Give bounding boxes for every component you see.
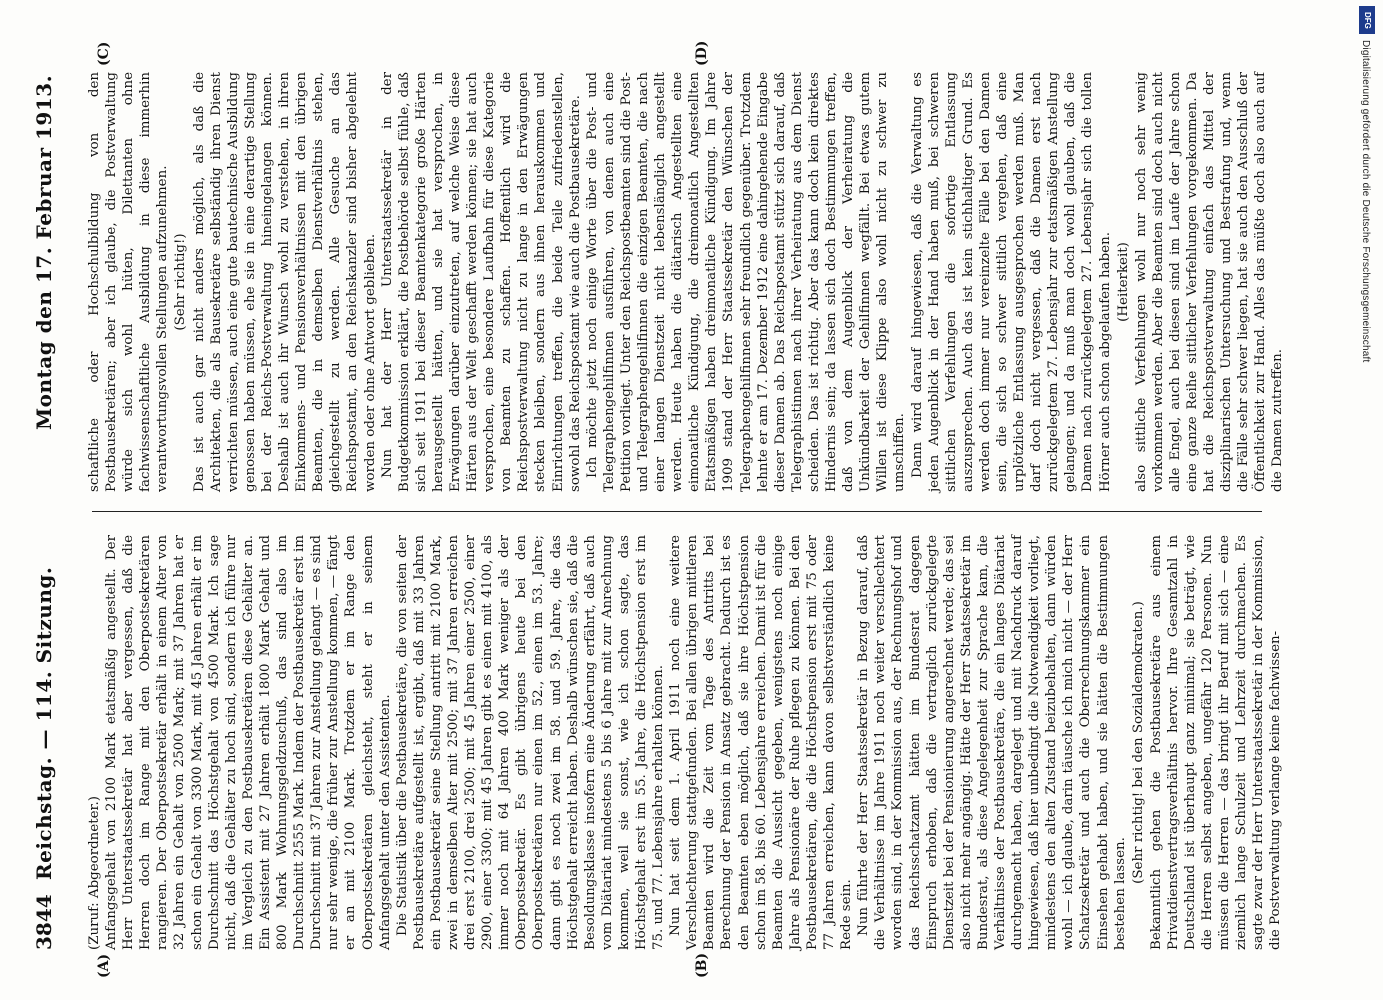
digitization-credit-strip [1353, 0, 1383, 1000]
paragraph: Die Statistik über die Postbausekretäre, die von seiten der Postbausekretäre aufgestellt ist, ergibt, daß mit 33 Jahren ein Postbausekretär seine Stellung antritt mit 2100 Mark, zwei in demselben Alter mit 2500; mit 37 Jahren erreichen drei erst 2100, drei 2500; mit 45 Jahren einer 2500, einer 2900, einer 3300; mit 45 Jahren gibt es einen mit 4100, als immer noch mit 64 Jahren 400 Mark weniger als der Oberpostsekretär. Es gibt übrigens heute bei den Oberpostsekretären nur einen im 52., einen im 53. Jahre; dann gibt es noch zwei im 58. und 59. Jahre, die das Höchstgehalt erreicht haben. Deshalb wünschen sie, daß die Besoldungsklasse insofern eine Änderung erfährt, daß auch vom Diätariat mindestens 5 bis 6 Jahre mit zur Anrechnung kommen, weil sie sonst, wie ich schon sagte, das Höchstgehalt erst im 55. Jahre, die Höchstpension erst im 75. und 77. Lebensjahre erhalten können. [394, 535, 667, 950]
paragraph: Ich möchte jetzt noch einige Worte über die Post- und Telegraphengehilfinnen ausführen, von denen auch eine Petition vorliegt. Unter den Reichspostbeamten sind die Post- und Telegraphengehilfinnen die einzigen Beamten, die nach einer langen Dienstzeit nicht lebenslänglich angestellt werden. Heute haben die diätarisch Angestellten eine eimonatliche Kündigung, die dreimonatlich Angestellten Etatsmäßigen haben dreimonatliche Kündigung. Im Jahre 1909 stand der Herr Staatssekretär den Wünschen der Telegraphengehilfinnen sehr freundlich gegenüber. Trotzdem lehnte er am 17. Dezember 1912 eine dahingehende Eingabe dieser Damen ab. Das Reichspostamt stützt sich darauf, daß Telegraphistinnen nach ihrer Verheiratung aus dem Dienst scheiden. Das ist richtig. Aber das kann doch kein direktes Hindernis sein; da lassen sich doch Bestimmungen treffen, daß von dem Augenblick der Verheiratung die Unkündbarkeit der Gehilfinnen wegfällt. Bei etwas gutem Willen ist diese Klippe also wohl nicht zu schwer zu umschiffen. [584, 72, 908, 492]
margin-mark-a: (A) [96, 953, 112, 978]
margin-mark-d: (D) [694, 40, 710, 66]
interjection: (Heiterkeit) [1115, 242, 1131, 322]
paragraph: Nun hat seit dem 1. April 1911 noch eine weitere Verschlechterung stattgefunden. Bei allen übrigen mittleren Beamten wird die Zeit vom Tage des Antritts bei Berechnung der Pension in Ansatz gebracht. Dadurch ist es den Beamten eben möglich, daß sie ihre Höchstpension schon im 58. bis 60. Lebensjahre erreichen. Damit ist für die Beamten die Aussicht gegeben, wenigstens noch einige Jahre als Pensionäre der Ruhe pflegen zu können. Bei den Postbausekretären, die die Höchstpension erst mit 75 oder 77 Jahren erreichen, kann davon selbstverständlich keine Rede sein. [668, 535, 855, 950]
column-divider [92, 511, 1262, 512]
right-text-column [86, 72, 1286, 492]
interjection: (Sehr richtig! bei den Sozialdemokraten.) [1130, 601, 1146, 884]
paragraph: (Zuruf: Abgeordneter.) [87, 796, 102, 950]
paragraph: Dann wird darauf hingewiesen, daß die Verwaltung es jeden Augenblick in der Hand haben muß, bei schweren sittlichen Verfehlungen die sofortige Entlassung auszusprechen. Auch das ist kein stichhaltiger Grund. Es werden doch immer nur vereinzelte Fälle bei den Damen sein, die sich so schwer sittlich vergehen, daß eine urplötzliche Entlassung ausgesprochen werden muß. Man darf doch nicht vergessen, daß die Damen erst nach zurückgelegtem 27. Lebensjahr zur etatsmäßigen Anstellung gelangen; und da muß man doch wohl glauben, daß die Damen nach zurückgelegtem 27. Lebensjahr sich die tollen Hörner auch schon abgelaufen haben. [909, 72, 1113, 492]
dfg-logo: DFG [1359, 6, 1375, 34]
left-text-column [86, 535, 1284, 950]
margin-mark-b: (B) [694, 952, 710, 978]
paragraph: Das ist auch gar nicht anders möglich, als daß die Architekten, die als Bausekretäre selbständig ihren Dienst verrichten müssen, auch eine gute bautechnische Ausbildung genossen haben müssen, ehe sie in eine derartige Stellung bei der Reichs-Postverwaltung hineingelangen können. Deshalb ist auch ihr Wunsch wohl zu verstehen, in ihren Einkommens- und Pensionsverhältnissen mit den übrigen Beamten, die in demselben Dienstverhältnis stehen, gleichgestellt zu werden. Alle Gesuche an das Reichspostamt, an den Reichskanzler sind bisher abgelehnt worden oder ohne Antwort geblieben. [191, 72, 378, 492]
paragraph: Bekanntlich gehen die Postbausekretäre aus einem Privatdienstvertragsverhältnis hervor. Ihre Gesamtzahl in Deutschland ist überhaupt ganz minimal; sie beträgt, wie die Herren selbst angeben, ungefähr 120 Personen. Nun müssen die Herren — das bringt ihr Beruf mit sich — eine ziemlich lange Schulzeit und Lehrzeit durchmachen. Es sagte zwar der Herr Unterstaatssekretär in der Kommission, die Postverwaltung verlange keine fachwissen- [1148, 535, 1284, 950]
interjection: (Sehr richtig!) [173, 233, 189, 331]
running-header [24, 50, 64, 950]
paragraph: Nun führte der Herr Staatssekretär in Bezug darauf, daß die Verhältnisse im Jahre 1911 noch weiter verschlechtert worden sind, in der Kommission aus, der Rechnungshof und das Reichsschatzamt hätten im Bundesrat dagegen Einspruch erhoben, daß die vertraglich zurückgelegte Dienstzeit bei der Pensionierung angerechnet werde; das sei also nicht mehr angängig. Hätte der Herr Staatssekretär im Bundesrat, als diese Angelegenheit zur Sprache kam, die Verhältnisse der Postbausekretäre, die ein langes Diätariat durchgemacht haben, dargelegt und mit Nachdruck darauf hingewiesen, daß hier unbedingt die Notwendigkeit vorliegt, mindestens den alten Zustand beizubehalten, dann würden wohl — ich glaube, darin täusche ich mich nicht — der Herr Schatzsekretär und auch die Oberrechnungskammer ein Einsehen gehabt haben, und sie hätten die Bestimmungen bestehen lassen. [856, 535, 1128, 950]
paragraph: also sittliche Verfehlungen wohl nur noch sehr wenig vorkommen werden. Aber die Beamten sind doch auch nicht alle Engel, auch bei diesen sind im Laufe der Jahre schon eine ganze Reihe sittlicher Verfehlungen vorgekommen. Da hat die Reichspostverwaltung einfach das Mittel der disziplinarischen Untersuchung und Bestrafung und, wenn die Fälle sehr schwer liegen, hat sie auch den Ausschluß der Öffentlichkeit zur Hand. Alles das müßte doch also auch auf die Damen zutreffen. [1133, 72, 1286, 492]
page-number: 3844 [32, 894, 56, 950]
margin-mark-c: (C) [96, 41, 112, 66]
left-running-title: Reichstag. — 114. Sitzung. [32, 566, 56, 880]
paragraph: Nun hat der Herr Unterstaatssekretär in der Budgetkommission erklärt, die Postbehörde selbst fühle, daß sich seit 1911 bei dieser Beamtenkategorie große Härten herausgestellt hätten, und sie hat versprochen, in Erwägungen darüber einzutreten, auf welche Weise diese Härten aus der Welt geschafft werden können; sie hat auch versprochen, eine besondere Laufbahn für diese Kategorie von Beamten zu schaffen. Hoffentlich wird die Reichspostverwaltung nicht zu lange in den Erwägungen stecken bleiben, sondern aus ihnen herauskommen und Einrichtungen treffen, die beide Teile zufriedenstellen, sowohl das Reichspostamt wie auch die Postbausekretäre. [379, 72, 583, 492]
paragraph: schaftliche oder Hochschulbildung von den Postbausekretären; aber ich glaube, die Postverwaltung würde sich wohl hüten, Dilettanten ohne fachwissenschaftliche Ausbildung in diese immerhin verantwortungsvollen Stellungen aufzunehmen. [87, 72, 171, 492]
right-running-title: Montag den 17. Februar 1913. [32, 74, 56, 430]
digitization-credit-text: Digitalisierung gefördert durch die Deutsche Forschungsgemeinschaft [1360, 40, 1371, 363]
paragraph: Anfangsgehalt von 2100 Mark etatsmäßig angestellt. Der Herr Unterstaatssekretär hat aber vergessen, daß die Herren doch im Range mit den Oberpostsekretären rangieren. Der Oberpostsekretär erhält in einem Alter von 32 Jahren ein Gehalt von 2500 Mark; mit 37 Jahren hat er schon ein Gehalt von 3300 Mark, mit 45 Jahren erhält er im Durchschnitt das Höchstgehalt von 4500 Mark. Ich sage nicht, daß die Gehälter zu hoch sind, sondern ich führe nur im Vergleich zu den Postbausekretären diese Gehälter an. Ein Assistent mit 27 Jahren erhält 1800 Mark Gehalt und 800 Mark Wohnungsgeldzuschuß, das sind also im Durchschnitt 2555 Mark. Indem der Postbausekretär erst im Durchschnitt mit 37 Jahren zur Anstellung gelangt — es sind nur sehr wenige, die früher zur Anstellung kommen, — fängt er an mit 2100 Mark. Trotzdem er im Range den Oberpostsekretären gleichsteht, steht er in seinem Anfangsgehalt unter den Assistenten. [104, 535, 393, 950]
